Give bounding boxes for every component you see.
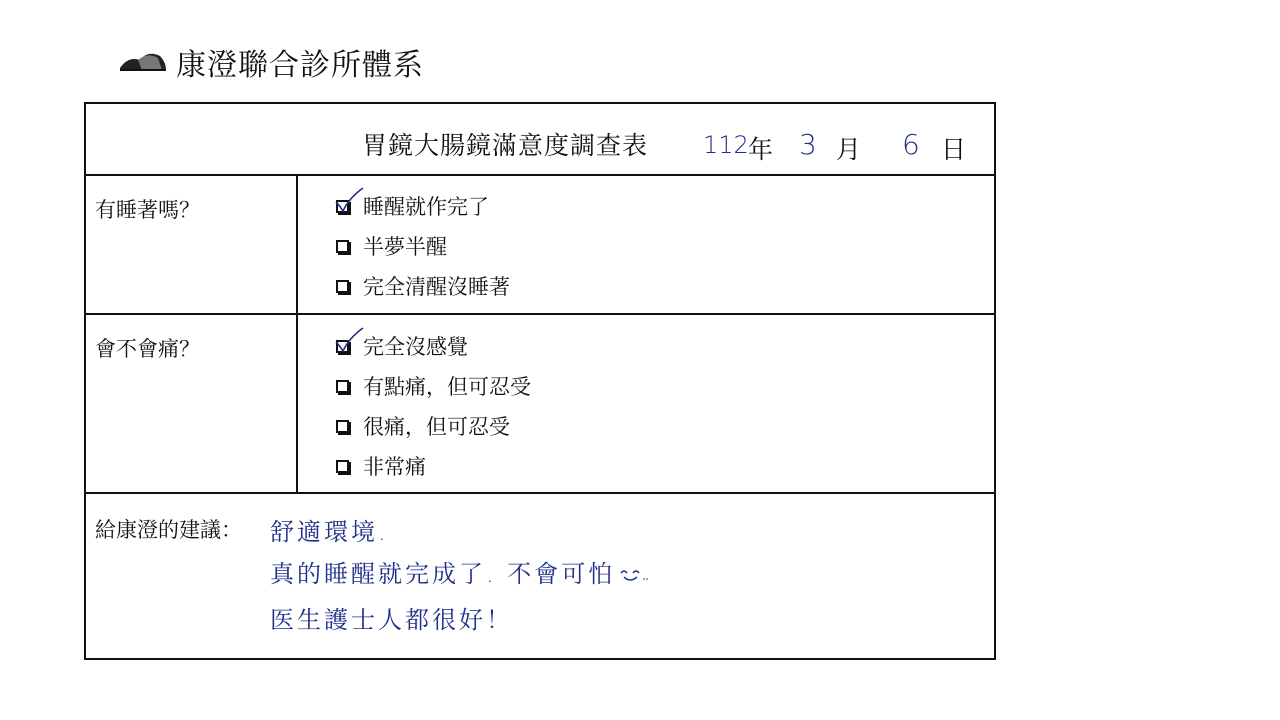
option-checkbox[interactable] (336, 233, 447, 259)
checkbox[interactable] (336, 460, 349, 473)
suggestion-label: 給康澄的建議： (95, 518, 242, 542)
option-label: 睡醒就作完了 (363, 195, 489, 219)
date-day: 6 (902, 128, 920, 161)
date-month-label: 月 (836, 135, 862, 164)
form-title-row (86, 104, 994, 176)
question-label: 有睡著嗎？ (95, 198, 200, 222)
suggestion-line: 医生護士人都很好！ (270, 606, 513, 634)
option-label: 完全沒感覺 (363, 335, 468, 359)
date-month: 3 (799, 128, 817, 161)
option-label: 完全清醒沒睡著 (363, 275, 510, 299)
checkbox[interactable] (336, 200, 349, 213)
suggestion-row (86, 494, 994, 658)
suggestion-line (270, 554, 649, 589)
survey-form (84, 102, 996, 660)
date-year: 112 (703, 131, 749, 159)
checkmark-icon (334, 326, 364, 356)
option-label: 有點痛，但可忍受 (363, 375, 531, 399)
option-checkbox[interactable] (336, 273, 510, 299)
question-sleep-row (86, 176, 994, 315)
date-day-label: 日 (941, 135, 967, 164)
form-title: 胃鏡大腸鏡滿意度調查表 (362, 131, 649, 160)
checkbox[interactable] (336, 380, 349, 393)
date-year-label: 年 (748, 135, 774, 164)
suggestion-line-text: 真的睡醒就完成了. 不會可怕 (270, 560, 616, 588)
suggestion-line: 舒適環境. (270, 518, 389, 546)
option-checkbox[interactable] (336, 333, 468, 359)
smiley-face-icon (619, 567, 649, 583)
clinic-header (118, 40, 424, 84)
checkmark-icon (334, 186, 364, 216)
clinic-name: 康澄聯合診所體系 (176, 48, 424, 83)
option-label: 非常痛 (363, 455, 426, 479)
mountain-logo-icon (118, 48, 168, 76)
option-checkbox[interactable] (336, 373, 531, 399)
column-divider (296, 315, 298, 492)
checkbox[interactable] (336, 280, 349, 293)
checkbox[interactable] (336, 240, 349, 253)
option-label: 很痛，但可忍受 (363, 415, 510, 439)
option-checkbox[interactable] (336, 453, 426, 479)
option-label: 半夢半醒 (363, 235, 447, 259)
option-checkbox[interactable] (336, 193, 489, 219)
checkbox[interactable] (336, 340, 349, 353)
checkbox[interactable] (336, 420, 349, 433)
question-pain-row (86, 315, 994, 494)
option-checkbox[interactable] (336, 413, 510, 439)
question-label: 會不會痛？ (95, 337, 200, 361)
column-divider (296, 176, 298, 313)
